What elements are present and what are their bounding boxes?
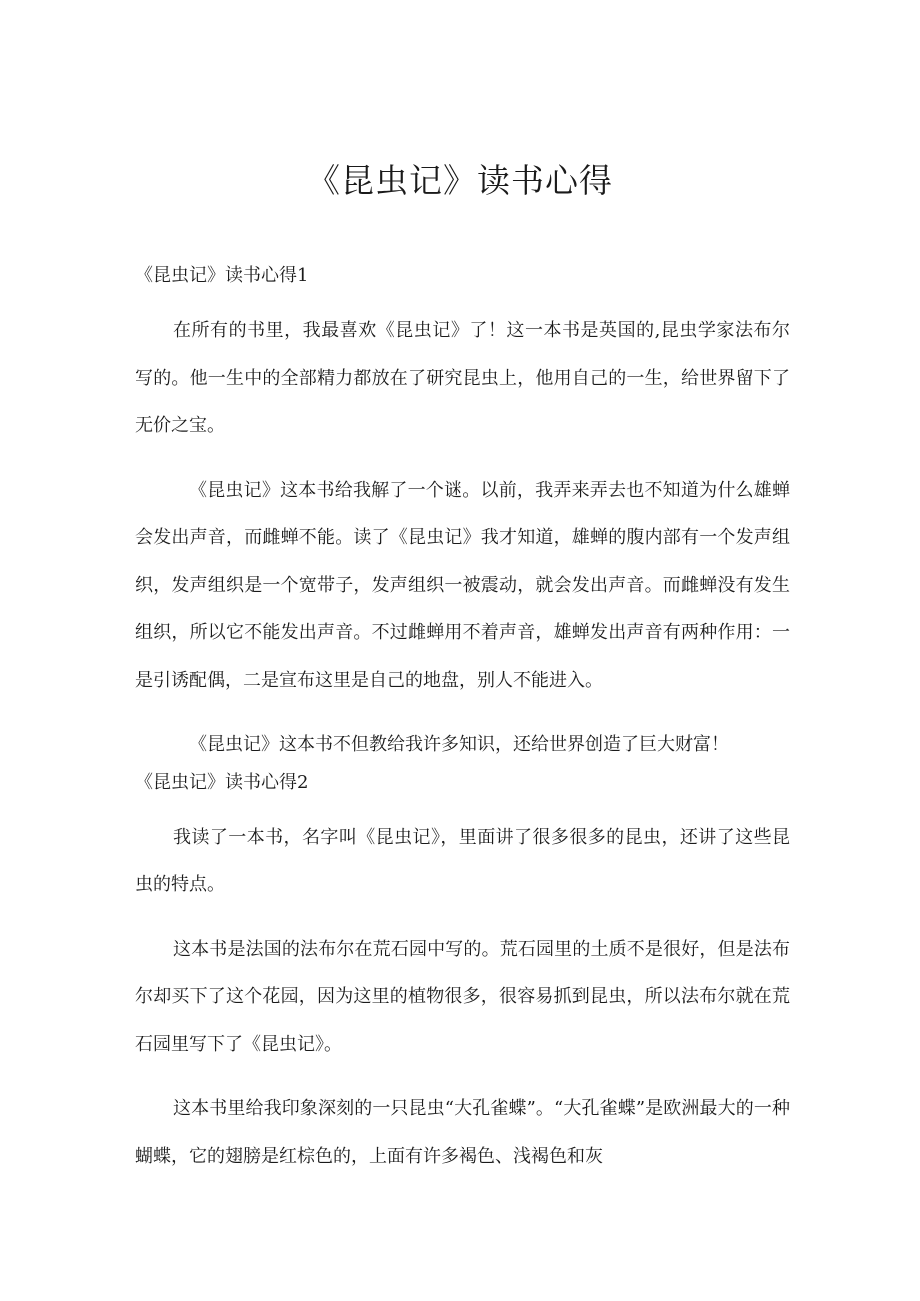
paragraph: 《昆虫记》这本书给我解了一个谜。以前，我弄来弄去也不知道为什么雄蝉会发出声音，而雌蝉不能。读了《昆虫记》我才知道，雄蝉的腹内部有一个发声组织，发声组织是一个宽带子，发声组织一被震动，就会发出声音。而雌蝉没有发生组织，所以它不能发出声音。不过雌蝉用不着声音，雄蝉发出声音有两种作用：一是引诱配偶，二是宣布这里是自己的地盘，别人不能进入。 <box>135 479 790 691</box>
paragraph: 这本书是法国的法布尔在荒石园中写的。荒石园里的土质不是很好，但是法布尔却买下了这个花园，因为这里的植物很多，很容易抓到昆虫，所以法布尔就在荒石园里写下了《昆虫记》。 <box>135 938 790 1055</box>
paragraph: 我读了一本书，名字叫《昆虫记》，里面讲了很多很多的昆虫，还讲了这些昆虫的特点。 <box>135 826 790 895</box>
document-title: 《昆虫记》读书心得 <box>307 161 613 200</box>
section-heading: 《昆虫记》读书心得2 <box>135 771 309 793</box>
section-1 <box>135 262 790 769</box>
section-heading: 《昆虫记》读书心得1 <box>135 265 309 286</box>
paragraph: 在所有的书里，我最喜欢《昆虫记》了！这一本书是英国的,昆虫学家法布尔写的。他一生中的全部精力都放在了研究昆虫上，他用自己的一生，给世界留下了无价之宝。 <box>135 320 790 436</box>
document-body <box>135 262 790 1180</box>
paragraph: 《昆虫记》这本书不但教给我许多知识，还给世界创造了巨大财富！ <box>189 734 729 755</box>
section-2 <box>135 769 790 1181</box>
paragraph: 这本书里给我印象深刻的一只昆虫“大孔雀蝶”。“大孔雀蝶”是欧洲最大的一种蝴蝶，它的翅膀是红棕色的，上面有许多褐色、浅褐色和灰 <box>135 1098 790 1167</box>
